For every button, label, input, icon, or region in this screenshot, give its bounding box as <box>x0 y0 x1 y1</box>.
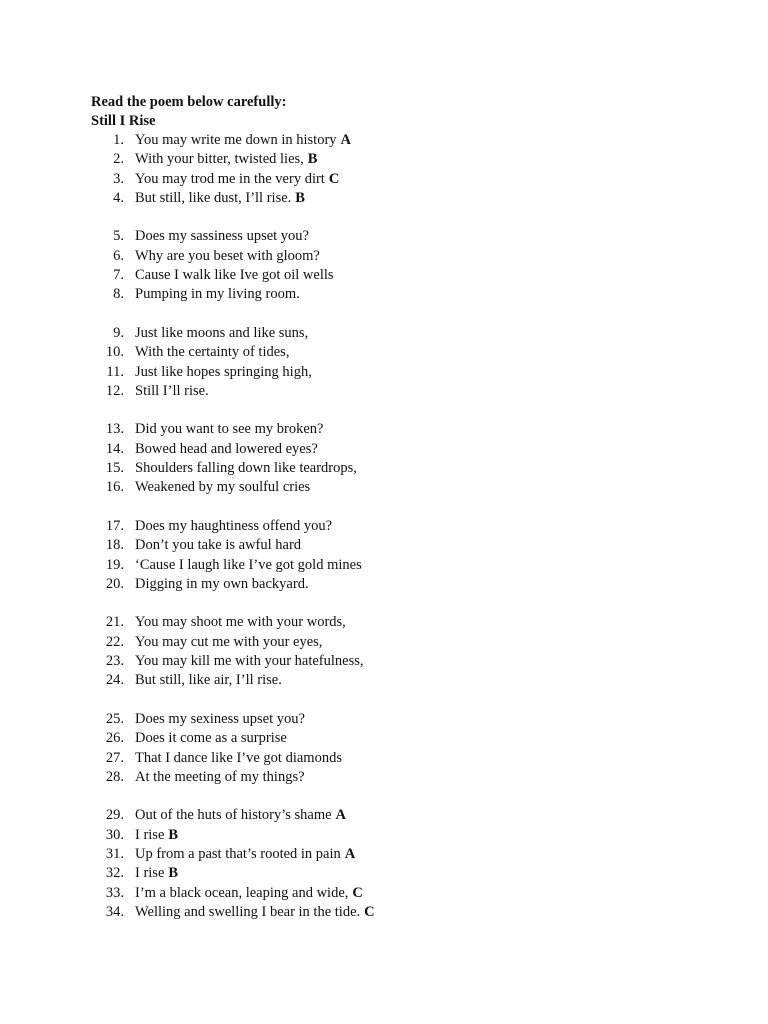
line-text <box>135 227 309 246</box>
line-words: Pumping in my living room. <box>135 286 300 303</box>
rhyme-label: A <box>335 807 347 824</box>
line-number: 11. <box>106 363 124 380</box>
rhyme-label: B <box>168 865 179 882</box>
line-number: 3. <box>113 170 124 187</box>
line-number: 1. <box>113 132 124 148</box>
line-text <box>135 884 363 903</box>
poem-line <box>0 652 768 671</box>
poem-line <box>0 671 768 690</box>
line-text <box>135 170 339 189</box>
line-words: Cause I walk like Ive got oil wells <box>135 267 334 284</box>
line-words: I’m a black ocean, leaping and wide, <box>135 884 349 901</box>
line-text <box>135 440 318 459</box>
line-number: 7. <box>113 267 124 284</box>
line-text <box>135 517 332 536</box>
stanza <box>0 517 768 594</box>
poem-title: Still I Rise <box>91 113 156 129</box>
poem-line <box>0 131 768 150</box>
line-words: But still, like dust, I’ll rise. <box>135 189 292 206</box>
line-words: Still I’ll rise. <box>135 382 209 399</box>
line-number: 22. <box>105 633 124 650</box>
line-number: 10. <box>105 344 124 361</box>
line-text <box>135 652 364 671</box>
poem-line <box>0 556 768 575</box>
line-number: 6. <box>113 247 124 264</box>
poem-line <box>0 247 768 266</box>
line-text <box>135 324 308 343</box>
line-text <box>135 536 301 555</box>
poem-line <box>0 478 768 497</box>
line-text <box>135 382 209 401</box>
line-number: 24. <box>105 672 124 689</box>
poem-line <box>0 517 768 536</box>
poem-line <box>0 884 768 903</box>
line-text <box>135 845 355 864</box>
line-number: 34. <box>105 903 124 920</box>
poem-line <box>0 768 768 787</box>
line-text <box>135 343 289 362</box>
poem-line <box>0 170 768 189</box>
poem-line <box>0 440 768 459</box>
line-text <box>135 768 305 787</box>
line-number: 31. <box>105 845 124 862</box>
rhyme-label: B <box>307 151 318 168</box>
line-number: 18. <box>105 537 124 554</box>
line-words: You may shoot me with your words, <box>135 614 346 631</box>
line-words: You may write me down in history <box>135 132 337 148</box>
line-words: Just like moons and like suns, <box>135 324 309 341</box>
line-number: 26. <box>105 730 124 747</box>
line-words: Does my sexiness upset you? <box>135 710 305 727</box>
line-text <box>135 864 178 883</box>
rhyme-label: A <box>344 845 356 862</box>
poem-line <box>0 382 768 401</box>
line-text <box>135 189 305 208</box>
line-words: Bowed head and lowered eyes? <box>135 440 318 457</box>
line-words: Up from a past that’s rooted in pain <box>135 845 341 862</box>
line-text <box>135 285 300 304</box>
line-number: 30. <box>105 826 124 843</box>
line-words: Out of the huts of history’s shame <box>135 807 332 824</box>
line-words: Does it come as a surprise <box>135 730 287 747</box>
line-number: 28. <box>105 768 124 785</box>
line-text <box>135 710 305 729</box>
line-number: 12. <box>105 382 124 399</box>
poem-line <box>0 227 768 246</box>
line-words: I rise <box>135 865 165 882</box>
poem-line <box>0 285 768 304</box>
poem-body <box>0 131 768 941</box>
line-words: With your bitter, twisted lies, <box>135 151 304 168</box>
line-words: Digging in my own backyard. <box>135 575 309 592</box>
poem-line <box>0 189 768 208</box>
line-number: 13. <box>105 421 124 438</box>
line-number: 14. <box>105 440 124 457</box>
line-number: 25. <box>105 710 124 727</box>
poem-line <box>0 903 768 922</box>
line-number: 8. <box>113 286 124 303</box>
stanza <box>0 131 768 208</box>
rhyme-label: A <box>340 132 352 148</box>
poem-line <box>0 826 768 845</box>
line-words: Why are you beset with gloom? <box>135 247 320 264</box>
line-text <box>135 420 323 439</box>
line-number: 4. <box>113 189 124 206</box>
line-words: I rise <box>135 826 165 843</box>
instruction-heading: Read the poem below carefully: <box>91 94 287 110</box>
line-number: 17. <box>105 517 124 534</box>
poem-line <box>0 729 768 748</box>
line-text <box>135 131 351 150</box>
line-text <box>135 266 334 285</box>
line-number: 20. <box>105 575 124 592</box>
line-text <box>135 478 310 497</box>
line-words: Did you want to see my broken? <box>135 421 324 438</box>
line-words: Shoulders falling down like teardrops, <box>135 460 357 477</box>
line-number: 27. <box>105 749 124 766</box>
poem-line <box>0 613 768 632</box>
line-number: 33. <box>105 884 124 901</box>
line-text <box>135 459 357 478</box>
stanza <box>0 710 768 787</box>
line-number: 2. <box>113 151 124 168</box>
line-number: 29. <box>105 807 124 824</box>
line-words: You may cut me with your eyes, <box>135 633 323 650</box>
line-number: 21. <box>105 614 124 631</box>
line-text <box>135 671 282 690</box>
line-words: Does my sassiness upset you? <box>135 228 309 245</box>
line-text <box>135 903 375 922</box>
poem-line <box>0 575 768 594</box>
line-words: With the certainty of tides, <box>135 344 290 361</box>
line-number: 5. <box>113 228 124 245</box>
line-words: Just like hopes springing high, <box>135 363 312 380</box>
line-words: Welling and swelling I bear in the tide. <box>135 903 361 920</box>
poem-line <box>0 633 768 652</box>
line-text <box>135 613 346 632</box>
poem-line <box>0 420 768 439</box>
rhyme-label: C <box>364 903 375 920</box>
rhyme-label: B <box>295 189 305 206</box>
line-words: Don’t you take is awful hard <box>135 537 302 554</box>
poem-line <box>0 363 768 382</box>
line-text <box>135 556 362 575</box>
line-number: 15. <box>105 460 124 477</box>
line-text <box>135 806 346 825</box>
rhyme-label: C <box>352 884 363 901</box>
poem-line <box>0 536 768 555</box>
rhyme-label: C <box>328 170 340 187</box>
poem-line <box>0 749 768 768</box>
line-number: 32. <box>105 865 124 882</box>
line-text <box>135 729 287 748</box>
poem-line <box>0 845 768 864</box>
poem-line <box>0 806 768 825</box>
line-words: Does my haughtiness offend you? <box>135 517 333 534</box>
stanza <box>0 806 768 922</box>
poem-line <box>0 324 768 343</box>
line-text <box>135 575 309 594</box>
poem-line <box>0 459 768 478</box>
line-text <box>135 749 342 768</box>
line-words: At the meeting of my things? <box>135 768 305 785</box>
poem-line <box>0 343 768 362</box>
line-text <box>135 633 322 652</box>
rhyme-label: B <box>168 826 179 843</box>
line-words: ‘Cause I laugh like I’ve got gold mines <box>135 556 362 573</box>
poem-line <box>0 710 768 729</box>
line-number: 16. <box>105 479 124 496</box>
stanza <box>0 613 768 690</box>
line-words: Weakened by my soulful cries <box>135 479 311 496</box>
line-words: You may trod me in the very dirt <box>135 170 325 187</box>
stanza <box>0 420 768 497</box>
line-number: 9. <box>113 324 124 341</box>
stanza <box>0 324 768 401</box>
poem-line <box>0 864 768 883</box>
poem-line <box>0 150 768 169</box>
poem-line <box>0 266 768 285</box>
stanza <box>0 227 768 304</box>
line-text <box>135 826 178 845</box>
line-text <box>135 363 312 382</box>
line-words: That I dance like I’ve got diamonds <box>135 749 342 766</box>
line-words: You may kill me with your hatefulness, <box>135 653 364 670</box>
line-number: 23. <box>105 653 124 670</box>
line-words: But still, like air, I’ll rise. <box>135 672 282 689</box>
line-text <box>135 150 317 169</box>
line-number: 19. <box>105 556 124 573</box>
line-text <box>135 247 320 266</box>
